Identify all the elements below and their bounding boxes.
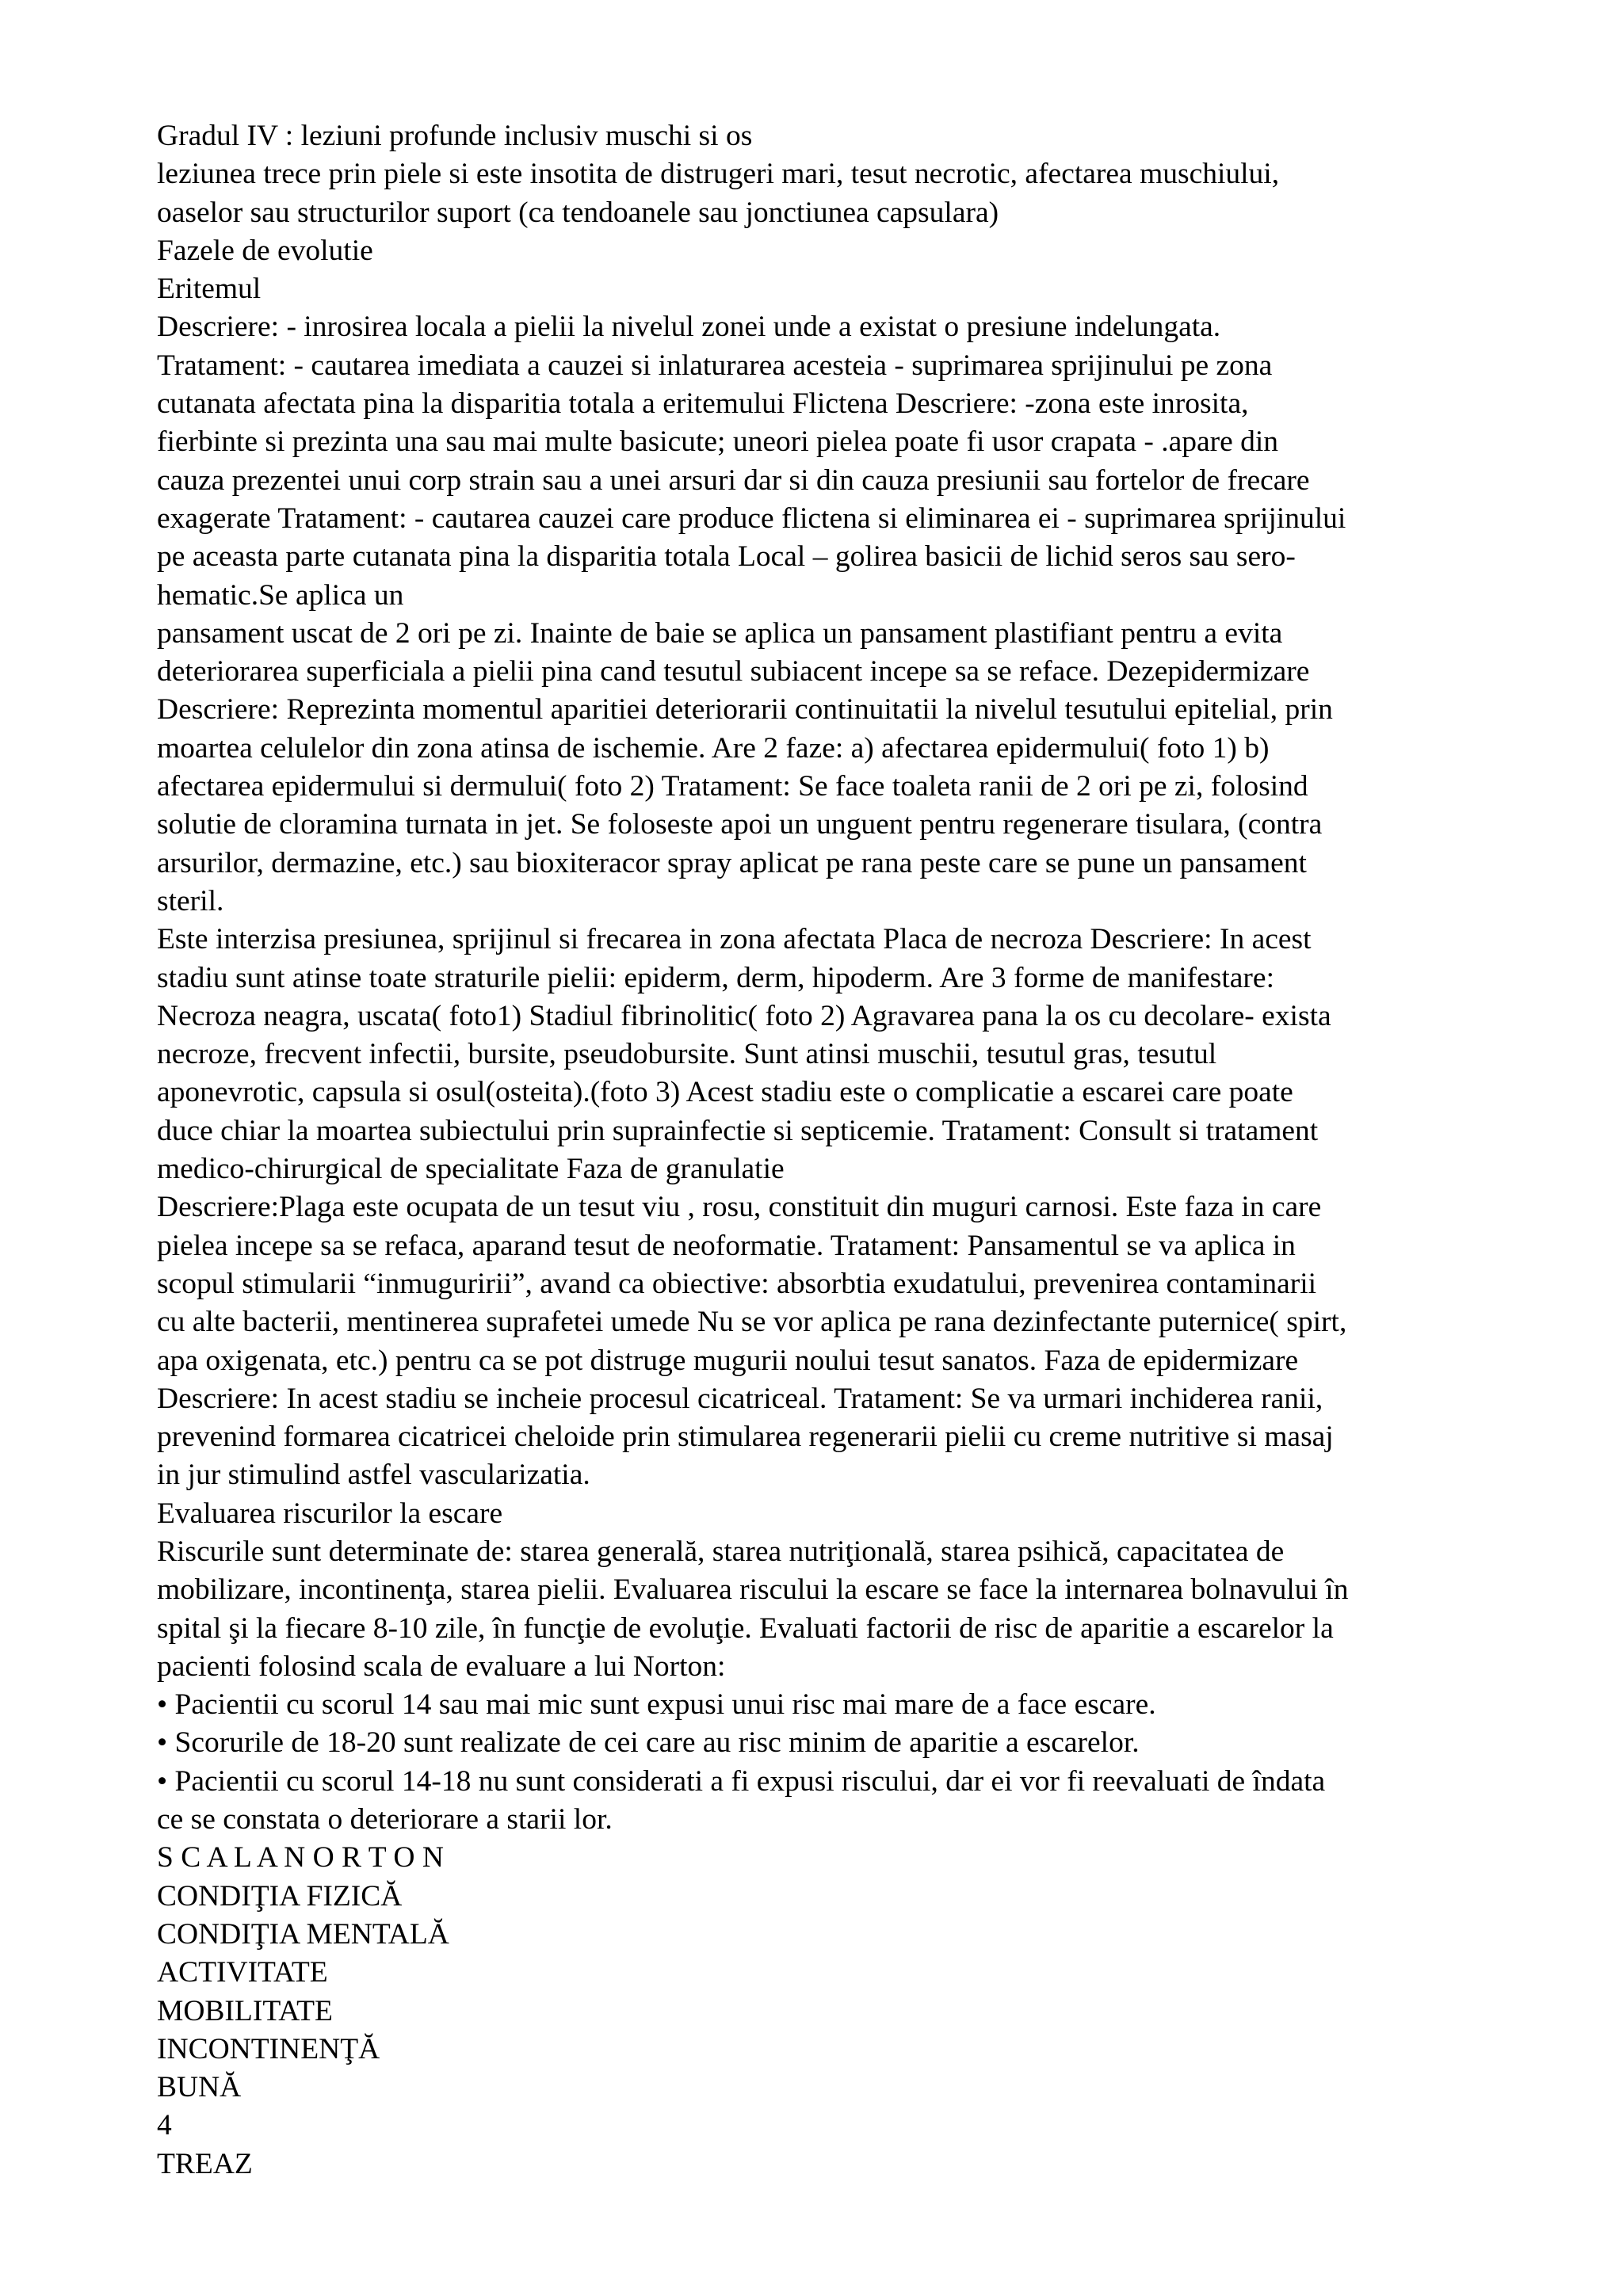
- text-line: oaselor sau structurilor suport (ca tendoanele sau jonctiunea capsulara): [157, 196, 999, 229]
- text-line: stadiu sunt atinse toate straturile pielii: epiderm, derm, hipoderm. Are 3 forme de manifestare:: [157, 961, 1274, 994]
- text-line: pielea incepe sa se refaca, aparand tesut de neoformatie. Tratament: Pansamentul se va aplica in: [157, 1229, 1296, 1262]
- text-line: leziunea trece prin piele si este insotita de distrugeri mari, tesut necrotic, afectarea muschiului,: [157, 158, 1280, 191]
- text-line: moartea celulelor din zona atinsa de ischemie. Are 2 faze: a) afectarea epidermului( foto 1) b): [157, 731, 1270, 765]
- norton-scale-row: CONDIŢIA MENTALĂ: [157, 1917, 449, 1951]
- section-heading: Fazele de evolutie: [157, 234, 373, 267]
- text-line: in jur stimulind astfel vascularizatia.: [157, 1459, 590, 1492]
- subsection-heading: Eritemul: [157, 273, 262, 306]
- text-line: Descriere: In acest stadiu se incheie procesul cicatriceal. Tratament: Se va urmari inchiderea ranii,: [157, 1382, 1323, 1415]
- document-body: [157, 117, 1496, 2183]
- norton-scale-row: CONDIŢIA FIZICĂ: [157, 1879, 403, 1913]
- text-line: Tratament: - cautarea imediata a cauzei si inlaturarea acesteia - suprimarea sprijinului pe zona: [157, 349, 1273, 382]
- text-line: pansament uscat de 2 ori pe zi. Inainte de baie se aplica un pansament plastifiant pentru a evita: [157, 616, 1283, 650]
- text-line: Descriere: Reprezinta momentul aparitiei deteriorarii continuitatii la nivelul tesutului epitelial, prin: [157, 693, 1333, 727]
- text-line: medico-chirurgical de specialitate Faza de granulatie: [157, 1153, 785, 1186]
- norton-scale-row: BUNĂ: [157, 2071, 242, 2104]
- text-line: cutanata afectata pina la disparitia totala a eritemului Flictena Descriere: -zona este inrosita,: [157, 387, 1249, 421]
- text-line: ce se constata o deteriorare a starii lor.: [157, 1803, 613, 1836]
- text-line: steril.: [157, 884, 224, 917]
- norton-scale-row: INCONTINENŢĂ: [157, 2032, 380, 2065]
- section-heading: Evaluarea riscurilor la escare: [157, 1497, 503, 1530]
- bullet-item: • Pacientii cu scorul 14-18 nu sunt considerati a fi expusi riscului, dar ei vor fi reevaluati de îndata: [157, 1764, 1326, 1798]
- text-line: afectarea epidermului si dermului( foto 2) Tratament: Se face toaleta ranii de 2 ori pe zi, folosind: [157, 770, 1308, 803]
- text-line: Descriere: - inrosirea locala a pielii la nivelul zonei unde a existat o presiune indelungata.: [157, 311, 1221, 344]
- text-line: deteriorarea superficiala a pielii pina cand tesutul subiacent incepe sa se reface. Dezepidermizare: [157, 655, 1310, 688]
- text-line: arsurilor, dermazine, etc.) sau bioxiteracor spray aplicat pe rana peste care se pune un pansament: [157, 846, 1307, 879]
- norton-scale-row: MOBILITATE: [157, 1994, 333, 2027]
- text-line: Este interzisa presiunea, sprijinul si frecarea in zona afectata Placa de necroza Descriere: In acest: [157, 923, 1312, 956]
- text-line: Gradul IV : leziuni profunde inclusiv muschi si os: [157, 120, 753, 152]
- text-line: solutie de cloramina turnata in jet. Se foloseste apoi un unguent pentru regenerare tisulara, (contra: [157, 808, 1323, 841]
- text-line: spital şi la fiecare 8-10 zile, în funcţie de evoluţie. Evaluati factorii de risc de aparitie a escarelor la: [157, 1611, 1334, 1645]
- text-line: Necroza neagra, uscata( foto1) Stadiul fibrinolitic( foto 2) Agravarea pana la os cu decolare- exista: [157, 999, 1331, 1032]
- norton-scale-title: S C A L A N O R T O N: [157, 1841, 444, 1875]
- bullet-item: • Pacientii cu scorul 14 sau mai mic sunt expusi unui risc mai mare de a face escare.: [157, 1688, 1156, 1722]
- text-line: duce chiar la moartea subiectului prin suprainfectie si septicemie. Tratament: Consult si tratament: [157, 1114, 1319, 1147]
- text-line: Descriere:Plaga este ocupata de un tesut viu , rosu, constituit din muguri carnosi. Este faza in care: [157, 1191, 1322, 1224]
- norton-scale-row: TREAZ: [157, 2147, 253, 2180]
- text-line: hematic.Se aplica un: [157, 578, 404, 612]
- text-line: cu alte bacterii, mentinerea suprafetei umede Nu se vor aplica pe rana dezinfectante puternice( spirt,: [157, 1306, 1347, 1339]
- text-line: exagerate Tratament: - cautarea cauzei care produce flictena si eliminarea ei - suprimarea sprijinului: [157, 502, 1346, 535]
- text-line: Riscurile sunt determinate de: starea generală, starea nutriţională, starea psihică, capacitatea de: [157, 1535, 1285, 1568]
- norton-scale-row: ACTIVITATE: [157, 1956, 328, 1989]
- text-line: scopul stimularii “inmuguririi”, avand ca obiective: absorbtia exudatului, prevenirea contaminarii: [157, 1267, 1317, 1300]
- text-line: prevenind formarea cicatricei cheloide prin stimularea regenerarii pielii cu creme nutritive si masaj: [157, 1421, 1334, 1454]
- text-line: necroze, frecvent infectii, bursite, pseudobursite. Sunt atinsi muschii, tesutul gras, tesutul: [157, 1038, 1217, 1071]
- norton-scale-row: 4: [157, 2109, 172, 2142]
- text-line: pe aceasta parte cutanata pina la disparitia totala Local – golirea basicii de lichid seros sau sero-: [157, 540, 1296, 574]
- text-line: fierbinte si prezinta una sau mai multe basicute; uneori pielea poate fi usor crapata - .apare din: [157, 425, 1279, 459]
- text-line: aponevrotic, capsula si osul(osteita).(foto 3) Acest stadiu este o complicatie a escarei care poate: [157, 1076, 1293, 1109]
- text-line: cauza prezentei unui corp strain sau a unei arsuri dar si din cauza presiunii sau fortelor de frecare: [157, 463, 1310, 497]
- bullet-item: • Scorurile de 18-20 sunt realizate de cei care au risc minim de aparitie a escarelor.: [157, 1726, 1140, 1760]
- text-line: pacienti folosind scala de evaluare a lui Norton:: [157, 1650, 726, 1683]
- text-line: mobilizare, incontinenţa, starea pielii. Evaluarea riscului la escare se face la internarea bolnavului în: [157, 1573, 1349, 1607]
- text-line: apa oxigenata, etc.) pentru ca se pot distruge mugurii noului tesut sanatos. Faza de epidermizare: [157, 1344, 1299, 1377]
